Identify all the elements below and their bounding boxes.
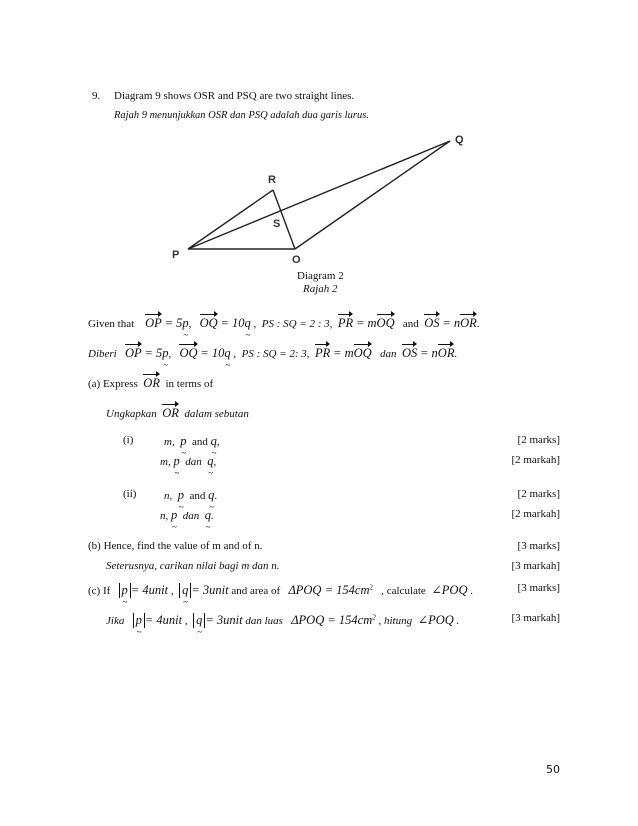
question-intro-ms: Rajah 9 menunjukkan OSR dan PSQ adalah dua garis lurus. <box>114 110 369 121</box>
question-number: 9. <box>92 90 101 102</box>
given-en: Given that OP = 5p ~, OQ = 10q ~ , PS : SQ = 2 : 3, PR = mOQ and OS = nOR. <box>88 316 480 331</box>
part-a-ii-marks-en: [2 marks] <box>517 488 560 500</box>
vector-diagram <box>160 128 480 268</box>
part-c-ms: Jika p ~ = 4unit , q ~ = 3unit dan luas $\Delta POQ = 154cm^2$ , hitung ∠POQ . <box>106 612 459 628</box>
part-a-i-ms: m, p ~ dan q ~, <box>160 454 216 469</box>
diagram-caption-en: Diagram 2 <box>297 270 344 282</box>
part-b-ms: Seterusnya, carikan nilai bagi m dan n. <box>106 560 280 572</box>
part-a-i-marks-ms: [2 markah] <box>511 454 560 466</box>
point-q-label: Q <box>455 134 464 146</box>
part-c-marks-en: [3 marks] <box>517 582 560 594</box>
part-b-marks-en: [3 marks] <box>517 540 560 552</box>
point-s-label: S <box>273 218 281 230</box>
part-c-en: (c) If p ~ = 4unit , q ~ = 3unit and area of $\Delta POQ = 154cm^2$ , calculate ∠POQ . <box>88 582 473 598</box>
point-p-label: P <box>172 249 180 261</box>
point-r-label: R <box>268 174 276 186</box>
part-a-i-en: m, p ~ and q ~, <box>164 434 220 449</box>
given-ms: Diberi OP = 5p ~, OQ = 10q ~ , PS : SQ = 2: 3, PR = mOQ dan OS = nOR. <box>88 346 457 361</box>
diagram-caption-ms: Rajah 2 <box>303 283 338 295</box>
point-o-label: O <box>292 254 301 266</box>
part-b-marks-ms: [3 markah] <box>511 560 560 572</box>
part-a-en: (a) Express OR in terms of <box>88 376 214 390</box>
page-number: 50 <box>546 763 560 776</box>
part-a-ii-en: n, p ~ and q ~. <box>164 488 217 503</box>
part-a-i-marks-en: [2 marks] <box>517 434 560 446</box>
part-a-ii-num: (ii) <box>123 488 137 500</box>
part-b-en: (b) Hence, find the value of m and of n. <box>88 540 263 552</box>
part-c-marks-ms: [3 markah] <box>511 612 560 624</box>
part-a-i-num: (i) <box>123 434 134 446</box>
part-a-ii-ms: n, p ~ dan q ~. <box>160 508 214 523</box>
part-a-ii-marks-ms: [2 markah] <box>511 508 560 520</box>
part-a-ms: Ungkapkan OR dalam sebutan <box>106 406 249 420</box>
question-intro-en: Diagram 9 shows OSR and PSQ are two straight lines. <box>114 90 355 102</box>
